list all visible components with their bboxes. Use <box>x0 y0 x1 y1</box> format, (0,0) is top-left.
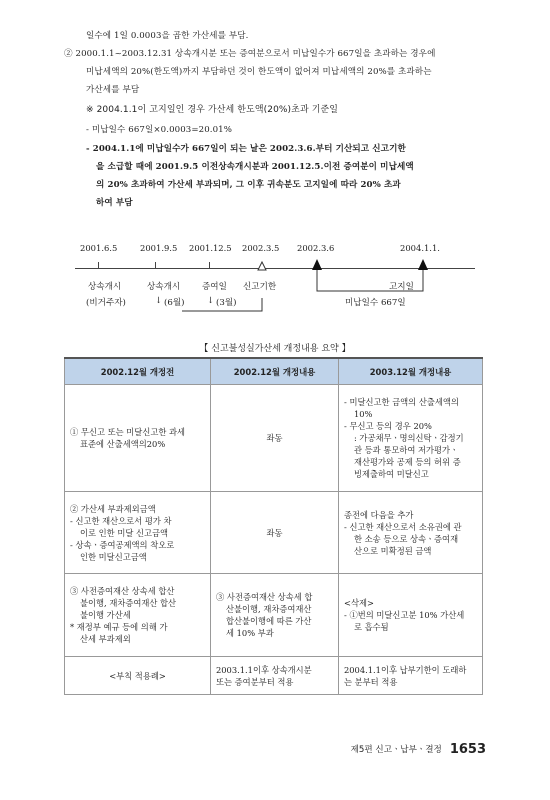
timeline-date: 2001.12.5 <box>189 243 232 253</box>
cell-text: 세 10% 부과 <box>226 628 274 638</box>
table-cell <box>211 657 339 695</box>
cell-text: - 무신고 등의 경우 20% <box>344 421 432 431</box>
timeline-label: (6월) <box>164 298 185 308</box>
cell-text: 종전에 다음을 추가 <box>344 509 414 520</box>
body-line: ② 2000.1.1~2003.12.31 상속개시분 또는 증여분으로서 미납일수가 667일을 초과하는 경우에 <box>64 49 436 59</box>
table-cell <box>65 492 211 574</box>
table-cell <box>339 657 483 695</box>
cell-text: ① 무신고 또는 미달신고한 과세 <box>70 427 186 437</box>
cell-text: 인한 미달신고금액 <box>80 551 147 562</box>
cell-text: - 신고한 재산으로서 평가 차 <box>70 515 172 526</box>
body-line: 하여 부담 <box>96 198 133 208</box>
table-cell <box>65 385 211 492</box>
timeline-label: 신고기한 <box>243 282 277 292</box>
table-row <box>65 492 483 574</box>
timeline-date: 2001.9.5 <box>140 243 178 253</box>
body-line: - 미납일수 667일×0.0003=20.01% <box>86 125 233 135</box>
body-line: - 2004.1.1에 미납일수가 667일이 되는 날은 2002.3.6.부터 기산되고 신고기한 <box>86 144 406 154</box>
note-heading: ※ 2004.1.1이 고지일인 경우 가산세 한도액(20%)초과 기준일 <box>86 105 339 115</box>
cell-text: 2004.1.1이후 납부기한이 도래하 <box>344 664 467 675</box>
chapter-title: 제5편 신고ㆍ납부ㆍ결정 <box>350 745 442 755</box>
cell-text: 산불이행, 재차증여재산 <box>226 604 312 614</box>
cell-text: 빙제출하여 미달신고 <box>354 469 429 479</box>
table-cell <box>339 385 483 492</box>
cell-text: 좌동 <box>266 433 283 443</box>
table-cell <box>211 492 339 574</box>
column-header: 2003.12월 개정내용 <box>339 358 483 385</box>
column-header: 2002.12월 개정전 <box>65 358 211 385</box>
timeline-label: 상속개시 <box>147 282 181 292</box>
table-row <box>65 574 483 657</box>
cell-text: - 신고한 재산으로서 소유권에 관 <box>344 521 462 532</box>
cell-text: 이로 인한 미달 신고금액 <box>80 527 169 538</box>
body-line: 을 소급할 때에 2001.9.5 이전상속개시분과 2001.12.5.이전 증여분이 미납세액 <box>96 162 414 172</box>
timeline-date: 2002.3.5 <box>242 243 280 253</box>
timeline-label: (3월) <box>216 298 237 308</box>
timeline-label: 상속개시 <box>88 282 122 292</box>
cell-text: ③ 사전증여재산 상속세 합산 <box>70 586 175 596</box>
table-cell <box>65 574 211 657</box>
table-row <box>65 385 483 492</box>
timeline-date: 2004.1.1. <box>400 243 440 253</box>
cell-text: 좌동 <box>266 527 283 538</box>
notice-date-marker-icon <box>418 259 428 270</box>
cell-text: 산으로 미확정된 금액 <box>354 545 432 556</box>
body-line: 가산세를 부담 <box>86 85 140 95</box>
cell-text: 또는 증여분부터 적용 <box>216 676 294 687</box>
cell-text: - 상속ㆍ증여공제액의 착오로 <box>70 539 175 550</box>
section-title: 【 신고불성실가산세 개정내용 요약 】 <box>199 344 351 354</box>
cell-text: 10% <box>354 409 373 419</box>
cell-text: 는 분부터 적용 <box>344 676 398 687</box>
table-cell <box>339 574 483 657</box>
cell-text: 한 소송 등으로 상속ㆍ증여재 <box>354 533 459 544</box>
table-cell <box>339 492 483 574</box>
table-cell <box>211 385 339 492</box>
down-arrow-icon: ↓ <box>155 296 163 306</box>
cell-text: 불이행 가산세 <box>80 610 131 620</box>
body-line: 의 20% 초과하여 가산세 부과되며, 그 이후 귀속분도 고지일에 따라 20% 초과 <box>96 180 401 190</box>
timeline-date: 2001.6.5 <box>80 243 118 253</box>
table-row <box>65 657 483 695</box>
start-date-marker-icon <box>312 259 322 270</box>
cell-text: * 재정부 예규 등에 의해 가 <box>70 622 168 632</box>
cell-text: 재산평가와 공제 등의 허위 증 <box>354 457 461 467</box>
page-number: 1653 <box>449 742 486 757</box>
cell-text: 합산불이행에 따른 가산 <box>226 616 312 626</box>
cell-text: 표준에 산출세액의20% <box>80 439 166 449</box>
table-cell <box>65 657 211 695</box>
timeline-date: 2002.3.6 <box>297 243 335 253</box>
column-header: 2002.12월 개정내용 <box>211 358 339 385</box>
table-header-row <box>65 358 483 385</box>
filing-deadline-marker-icon <box>258 262 266 270</box>
cell-text: 로 흡수됨 <box>354 622 389 632</box>
down-arrow-icon: ↓ <box>207 296 215 306</box>
cell-text: - 미달신고한 금액의 산출세액의 <box>344 397 459 407</box>
cell-text: 2003.1.1이후 상속개시분 <box>216 664 312 675</box>
body-line: 미납세액의 20%(한도액)까지 부담하던 것이 한도액이 없어져 미납세액의 20%를 초과하는 <box>86 67 432 77</box>
page-footer <box>351 742 486 757</box>
cell-text: 관 등과 통모하여 저가평가ㆍ <box>354 445 459 455</box>
cell-text: 산세 부과제외 <box>80 634 131 644</box>
timeline-markers <box>0 0 550 320</box>
cell-text: <삭제> <box>344 598 374 608</box>
body-line: 일수에 1일 0.0003을 곱한 가산세를 부담. <box>86 31 249 41</box>
cell-text: ② 가산세 부과제외금액 <box>70 503 156 514</box>
cell-text: - ①번의 미달신고분 10% 가산세 <box>344 610 465 620</box>
cell-text: ③ 사전증여재산 상속세 합 <box>216 592 313 602</box>
cell-text: 불이행, 재차증여재산 합산 <box>80 598 177 608</box>
timeline-label: 미납일수 667일 <box>345 298 406 308</box>
cell-text: <부칙 적용례> <box>109 670 166 681</box>
table-cell <box>211 574 339 657</box>
timeline-label: 증여일 <box>202 282 227 292</box>
timeline-label: 고지일 <box>389 282 414 292</box>
revision-summary-table <box>64 357 483 695</box>
cell-text: : 가공채무ㆍ명의신탁ㆍ감정기 <box>354 433 464 443</box>
timeline-label: (비거주자) <box>86 298 126 308</box>
